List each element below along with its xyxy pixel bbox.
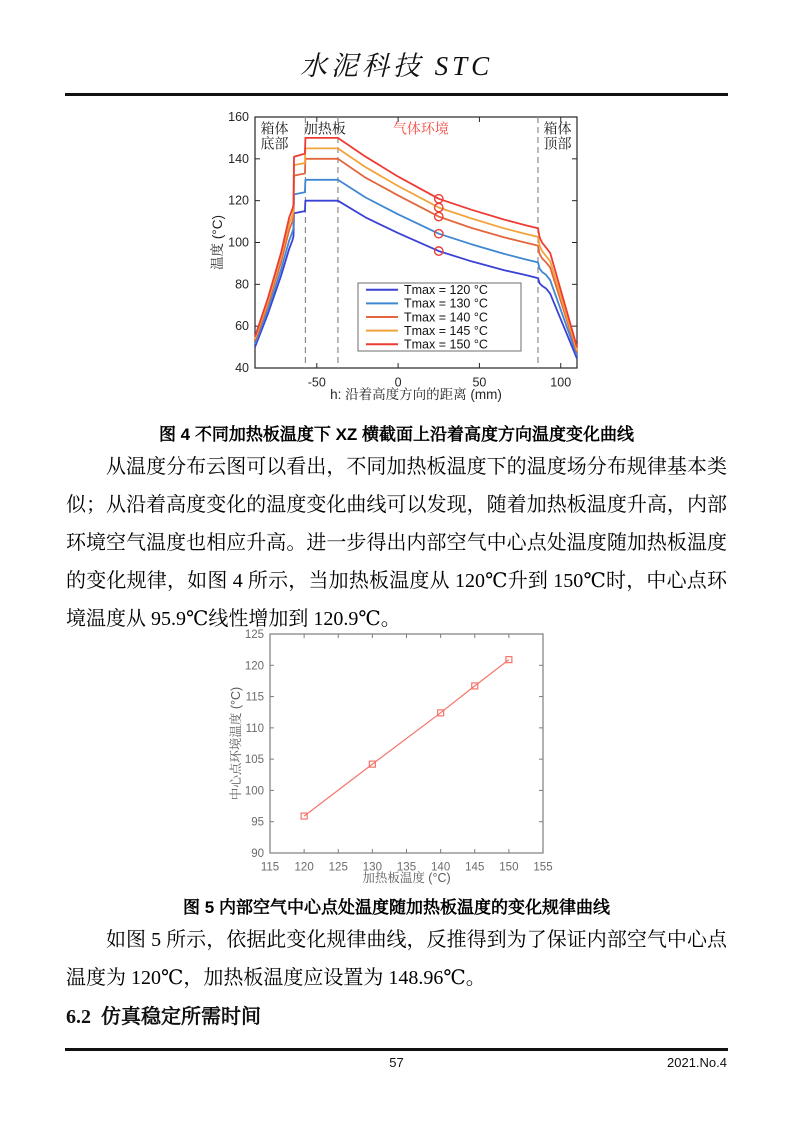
- svg-text:110: 110: [245, 722, 264, 735]
- svg-text:130: 130: [362, 861, 382, 874]
- svg-text:145: 145: [465, 861, 485, 874]
- svg-text:Tmax = 130 °C: Tmax = 130 °C: [404, 296, 488, 311]
- svg-text:125: 125: [328, 861, 348, 874]
- svg-text:115: 115: [245, 691, 264, 704]
- svg-text:120: 120: [228, 193, 249, 208]
- svg-text:箱体: 箱体: [543, 122, 572, 138]
- svg-text:80: 80: [235, 277, 249, 292]
- figure-5-center-temperature-chart: [225, 620, 570, 892]
- svg-text:100: 100: [244, 785, 264, 798]
- page-number: 57: [389, 1055, 404, 1070]
- svg-text:加热板: 加热板: [303, 122, 346, 138]
- svg-text:Tmax = 120 °C: Tmax = 120 °C: [404, 283, 488, 298]
- svg-text:95: 95: [251, 816, 264, 829]
- svg-text:150: 150: [499, 861, 519, 874]
- figure-5-chart-canvas: [225, 620, 570, 892]
- figure-4-chart-canvas: [205, 105, 605, 410]
- svg-text:135: 135: [396, 861, 417, 874]
- footer-rule: [65, 1048, 728, 1051]
- svg-text:气体环境: 气体环境: [392, 122, 449, 138]
- section-title: 仿真稳定所需时间: [101, 1006, 261, 1028]
- header-rule: [65, 93, 728, 96]
- svg-text:Tmax = 140 °C: Tmax = 140 °C: [404, 310, 488, 325]
- body-paragraph-1: 从温度分布云图可以看出，不同加热板温度下的温度场分布规律基本类似；从沿着高度变化的温度变化曲线可以发现，随着加热板温度升高，内部环境空气温度也相应升高。进一步得出内部空气中心点处温度随加热板温度的变化规律，如图 4 所示，当加热板温度从 120℃升到 150℃时，中心点环境温度从 95.9℃线性增加到 120.9℃。: [66, 456, 727, 630]
- svg-text:155: 155: [533, 861, 553, 874]
- svg-text:-50: -50: [307, 375, 326, 390]
- svg-text:160: 160: [228, 110, 249, 124]
- svg-text:100: 100: [550, 375, 572, 390]
- svg-text:125: 125: [244, 629, 264, 641]
- svg-text:箱体: 箱体: [260, 122, 289, 138]
- svg-text:底部: 底部: [260, 137, 289, 153]
- journal-title: 水泥科技 STC: [299, 51, 494, 81]
- svg-text:115: 115: [260, 861, 280, 874]
- svg-text:140: 140: [228, 151, 249, 166]
- svg-text:Tmax = 145 °C: Tmax = 145 °C: [404, 323, 488, 338]
- svg-text:100: 100: [228, 235, 249, 250]
- svg-text:120: 120: [294, 861, 314, 874]
- svg-text:温度 (°C): 温度 (°C): [210, 215, 225, 270]
- svg-text:140: 140: [431, 861, 451, 874]
- svg-text:90: 90: [251, 848, 264, 860]
- svg-text:0: 0: [394, 375, 402, 390]
- svg-text:50: 50: [472, 375, 487, 390]
- section-number: 6.2: [66, 1006, 91, 1028]
- figure-5-caption: 图 5 内部空气中心点处温度随加热板温度的变化规律曲线: [183, 898, 610, 917]
- svg-text:中心点环境温度 (°C): 中心点环境温度 (°C): [229, 686, 243, 801]
- svg-text:105: 105: [244, 754, 264, 767]
- issue-number: 2021.No.4: [667, 1055, 727, 1070]
- figure-4-caption: 图 4 不同加热板温度下 XZ 横截面上沿着高度方向温度变化曲线: [158, 425, 635, 444]
- section-heading: [66, 1000, 261, 1029]
- svg-text:h: 沿着高度方向的距离 (mm): h: 沿着高度方向的距离 (mm): [330, 387, 502, 402]
- svg-text:40: 40: [235, 361, 249, 375]
- figure-4-temperature-profile-chart: [205, 105, 605, 410]
- body-paragraph-2: 如图 5 所示，依据此变化规律曲线，反推得到为了保证内部空气中心点温度为 120℃，加热板温度应设置为 148.96℃。: [66, 929, 727, 989]
- svg-text:60: 60: [235, 319, 249, 334]
- svg-text:120: 120: [244, 660, 264, 673]
- svg-text:顶部: 顶部: [543, 137, 572, 153]
- svg-text:加热板温度 (°C): 加热板温度 (°C): [362, 871, 451, 885]
- svg-text:Tmax = 150 °C: Tmax = 150 °C: [404, 337, 488, 352]
